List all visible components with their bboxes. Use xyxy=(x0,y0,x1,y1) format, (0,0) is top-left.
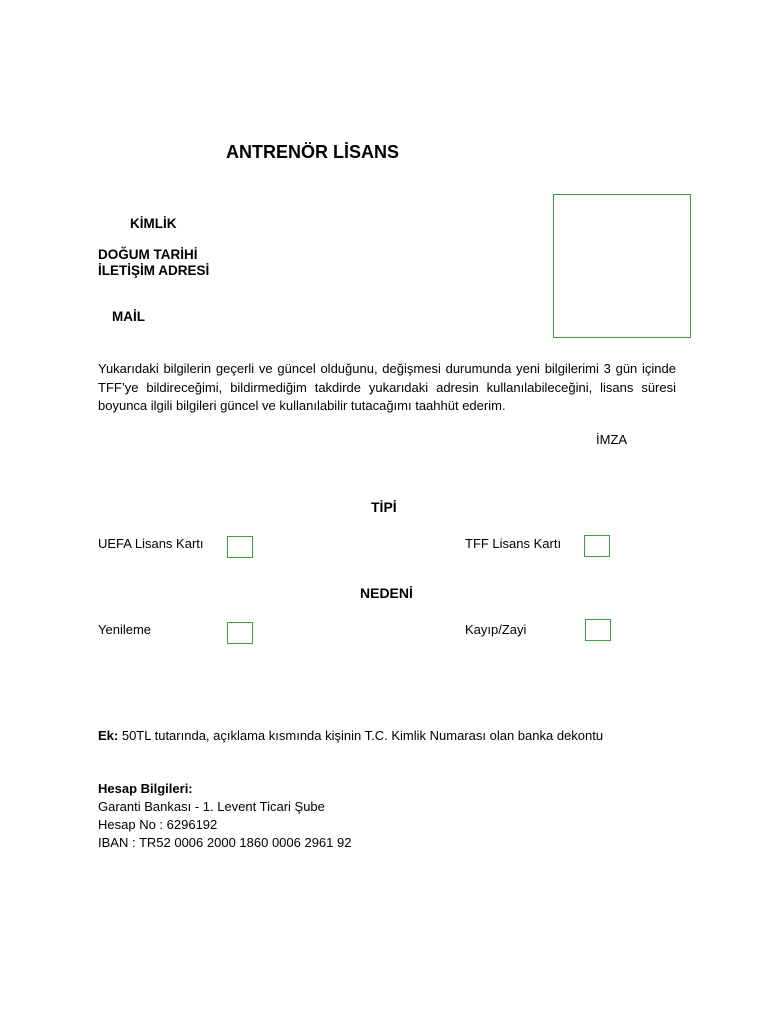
yenileme-option-label: Yenileme xyxy=(98,622,152,637)
bank-name: Garanti Bankası - 1. Levent Ticari Şube xyxy=(98,799,325,814)
nedeni-heading: NEDENİ xyxy=(360,585,413,601)
tff-option-label: TFF Lisans Kartı xyxy=(465,536,562,551)
page-title: ANTRENÖR LİSANS xyxy=(226,142,400,162)
kimlik-label: KİMLİK xyxy=(130,216,177,231)
declaration-text: Yukarıdaki bilgilerin geçerli ve güncel olduğunu, değişmesi durumunda yeni bilgilerimi 3 gün içinde TFF’ye bildireceğimi, bildirmediğim takdirde yukarıdaki adresin kullanılabileceğini, lisans süresi boyunca ilgili bilgileri güncel ve kullanılabilir tutacağımı taahhüt ederim. xyxy=(98,361,676,413)
mail-label: MAİL xyxy=(112,309,145,324)
ek-text: 50TL tutarında, açıklama kısmında kişinin T.C. Kimlik Numarası olan banka dekontu xyxy=(118,728,604,743)
account-number: Hesap No : 6296192 xyxy=(98,817,218,832)
tipi-heading: TİPİ xyxy=(371,499,397,515)
iban: IBAN : TR52 0006 2000 1860 0006 2961 92 xyxy=(98,835,352,850)
signature-label: İMZA xyxy=(596,432,628,447)
iletisim-adresi-label: İLETİŞİM ADRESİ xyxy=(98,263,210,278)
uefa-option-label: UEFA Lisans Kartı xyxy=(98,536,204,551)
uefa-checkbox[interactable] xyxy=(227,536,253,558)
kayip-option-label: Kayıp/Zayi xyxy=(465,622,527,637)
dogum-tarihi-label: DOĞUM TARİHİ xyxy=(98,247,198,262)
ek-label: Ek: xyxy=(98,728,119,743)
kayip-checkbox[interactable] xyxy=(585,619,611,641)
yenileme-checkbox[interactable] xyxy=(227,622,253,644)
tff-checkbox[interactable] xyxy=(584,535,610,557)
hesap-heading: Hesap Bilgileri: xyxy=(98,781,193,796)
ek-line xyxy=(98,727,603,745)
hesap-block xyxy=(98,780,351,852)
photo-box xyxy=(553,194,691,338)
